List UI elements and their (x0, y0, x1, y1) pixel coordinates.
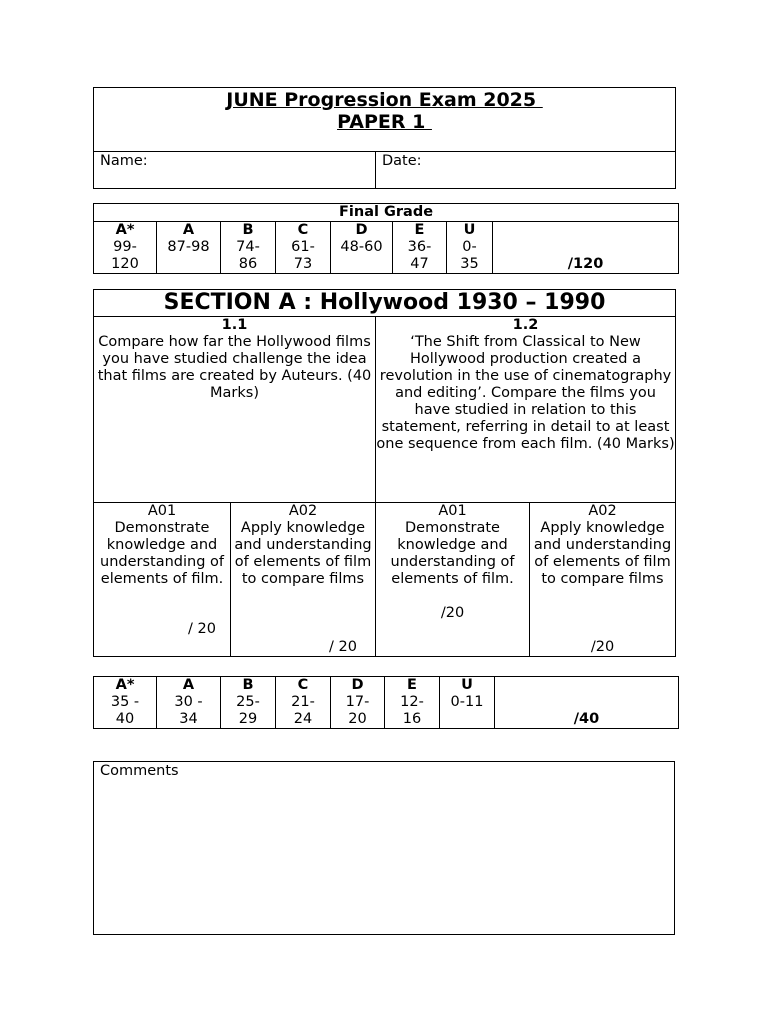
grade-range: 20 (348, 711, 367, 727)
grade-cell (157, 677, 221, 729)
grade-cell (447, 222, 493, 274)
question-number: 1.1 (221, 317, 248, 333)
ao-mark: / 20 (329, 639, 357, 655)
grade-range: 87-98 (167, 239, 210, 255)
grade-range: 120 (111, 256, 139, 272)
question-1-2 (376, 317, 676, 503)
grade-letter: A (182, 222, 195, 238)
grade-cell (331, 677, 385, 729)
grade-range: 0- (462, 239, 477, 255)
ao-description: Demonstrate knowledge and understanding of elements of film. (100, 520, 224, 587)
grade-cell (393, 222, 447, 274)
grade-letter: D (355, 222, 368, 238)
grade-letter: B (242, 677, 254, 693)
grade-range: 99- (113, 239, 137, 255)
grade-range: 73 (293, 256, 313, 272)
exam-title: JUNE Progression Exam 2025 (226, 89, 543, 111)
grade-range: 36- (407, 239, 432, 255)
grade-cell (385, 677, 440, 729)
grade-cell (276, 677, 331, 729)
question-number: 1.2 (512, 317, 539, 333)
grade-range: 30 - (174, 694, 203, 710)
ao-description: Apply knowledge and understanding of elements of film to compare films (533, 520, 672, 587)
grade-cell (440, 677, 495, 729)
ao-code: A01 (147, 503, 177, 519)
exam-title-cell (94, 88, 676, 152)
grade-range: 12- (400, 694, 424, 710)
date-field[interactable] (376, 152, 676, 189)
grade-range: 25- (236, 694, 260, 710)
ao-mark: /20 (590, 639, 615, 655)
grade-letter: C (297, 222, 309, 238)
question-text: ‘The Shift from Classical to New Hollywood production created a revolution in the use of cinematography and editing’. Compare the films you have studied in relation to this statement, referring in detail to at least one sequence from each film. (40 Marks) (376, 334, 675, 452)
grade-cell (94, 222, 157, 274)
grade-letter: D (351, 677, 364, 693)
comments-label: Comments (100, 763, 179, 779)
ao-mark: /20 (440, 605, 465, 621)
question-1-1 (94, 317, 376, 503)
grade-range: 86 (238, 256, 258, 272)
ao-code: A02 (288, 503, 318, 519)
grade-cell (276, 222, 331, 274)
section-title: SECTION A : Hollywood 1930 – 1990 (94, 290, 676, 317)
section-a-table (93, 289, 676, 657)
grade-boundaries-table (93, 676, 679, 729)
date-label: Date: (382, 153, 422, 169)
ao-cell (94, 503, 231, 657)
ao-mark: / 20 (188, 621, 216, 637)
question-text: Compare how far the Hollywood films you have studied challenge the idea that films are created by Auteurs. (40 Marks) (97, 334, 372, 401)
grade-range: 0-11 (450, 694, 484, 710)
paper-title: PAPER 1 (337, 111, 432, 133)
grade-range: 61- (291, 239, 315, 255)
comments-box[interactable] (94, 762, 675, 935)
grade-range: 24 (293, 711, 313, 727)
final-grade-title: Final Grade (94, 204, 679, 222)
grade-letter: U (461, 677, 473, 693)
grade-range: 74- (236, 239, 260, 255)
ao-cell (530, 503, 676, 657)
grade-range: 34 (179, 711, 198, 727)
grade-range: 35 (460, 256, 479, 272)
grade-range: 16 (402, 711, 422, 727)
ao-description: Apply knowledge and understanding of elements of film to compare films (234, 520, 372, 587)
grade-cell (157, 222, 221, 274)
grade-range: 35 - (110, 694, 140, 710)
grade-range: 17- (345, 694, 370, 710)
section-total: /40 (495, 677, 679, 729)
grade-range: 21- (291, 694, 315, 710)
name-field[interactable] (94, 152, 376, 189)
final-total: /120 (493, 222, 679, 274)
grade-range: 29 (238, 711, 258, 727)
ao-cell (231, 503, 376, 657)
ao-code: A01 (438, 503, 467, 519)
grade-letter: A (182, 677, 195, 693)
grade-letter: A* (115, 677, 135, 693)
ao-cell (376, 503, 530, 657)
grade-letter: B (242, 222, 254, 238)
final-grade-table (93, 203, 679, 274)
ao-description: Demonstrate knowledge and understanding of elements of film. (390, 520, 515, 587)
grade-cell (94, 677, 157, 729)
grade-range: 48-60 (340, 239, 383, 255)
grade-letter: E (407, 677, 417, 693)
grade-cell (221, 222, 276, 274)
grade-range: 47 (410, 256, 429, 272)
grade-cell (221, 677, 276, 729)
exam-header-table (93, 87, 676, 189)
grade-letter: A* (115, 222, 135, 238)
grade-letter: E (414, 222, 425, 238)
ao-code: A02 (588, 503, 617, 519)
comments-table (93, 761, 675, 935)
name-label: Name: (100, 153, 148, 169)
grade-range: 40 (115, 711, 135, 727)
grade-letter: C (297, 677, 309, 693)
grade-letter: U (463, 222, 476, 238)
grade-cell (331, 222, 393, 274)
